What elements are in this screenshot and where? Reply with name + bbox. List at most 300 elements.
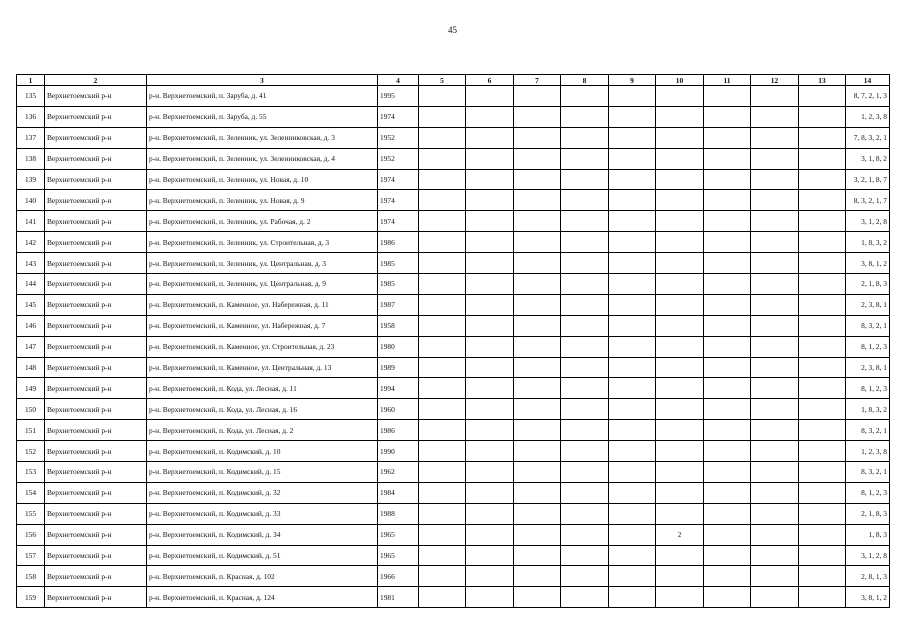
cell-district: Верхнетоемский р-н [45, 148, 147, 169]
cell-empty-col-6 [466, 148, 514, 169]
cell-empty-col-12 [751, 441, 799, 462]
table-body [17, 86, 890, 608]
table-row [17, 420, 890, 441]
table-row [17, 399, 890, 420]
cell-empty-col-13 [799, 106, 846, 127]
cell-empty-col-5 [419, 127, 466, 148]
cell-n: 143 [17, 253, 45, 274]
cell-empty-col-8 [561, 294, 609, 315]
cell-district: Верхнетоемский р-н [45, 566, 147, 587]
cell-empty-col-9 [609, 357, 656, 378]
cell-empty-col-13 [799, 253, 846, 274]
cell-empty-col-7 [514, 441, 561, 462]
cell-n: 142 [17, 232, 45, 253]
cell-address: р-н. Верхнетоемский, п. Зеленник, ул. Зеленниковская, д. 3 [147, 127, 378, 148]
cell-col14: 3, 8, 1, 2 [846, 587, 890, 608]
table-row [17, 545, 890, 566]
cell-empty-col-8 [561, 336, 609, 357]
cell-col10 [656, 587, 704, 608]
cell-col14: 8, 1, 2, 3 [846, 482, 890, 503]
cell-empty-col-5 [419, 462, 466, 483]
cell-empty-col-8 [561, 441, 609, 462]
column-header-1: 1 [17, 75, 45, 86]
cell-year: 1974 [378, 106, 419, 127]
table-row [17, 566, 890, 587]
cell-empty-col-11 [704, 253, 751, 274]
cell-empty-col-11 [704, 545, 751, 566]
cell-col14: 8, 1, 2, 3 [846, 378, 890, 399]
cell-district: Верхнетоемский р-н [45, 190, 147, 211]
cell-empty-col-11 [704, 211, 751, 232]
cell-year: 1990 [378, 441, 419, 462]
cell-empty-col-7 [514, 106, 561, 127]
cell-n: 156 [17, 524, 45, 545]
cell-col10 [656, 420, 704, 441]
table-row [17, 357, 890, 378]
cell-n: 147 [17, 336, 45, 357]
cell-n: 141 [17, 211, 45, 232]
cell-empty-col-8 [561, 211, 609, 232]
cell-year: 1974 [378, 169, 419, 190]
cell-empty-col-13 [799, 232, 846, 253]
cell-district: Верхнетоемский р-н [45, 482, 147, 503]
cell-empty-col-11 [704, 378, 751, 399]
cell-empty-col-7 [514, 420, 561, 441]
cell-empty-col-5 [419, 587, 466, 608]
cell-empty-col-9 [609, 294, 656, 315]
cell-district: Верхнетоемский р-н [45, 127, 147, 148]
cell-empty-col-13 [799, 420, 846, 441]
cell-col10 [656, 357, 704, 378]
cell-address: р-н. Верхнетоемский, п. Зеленник, ул. Центральная, д. 3 [147, 253, 378, 274]
cell-year: 1985 [378, 253, 419, 274]
cell-empty-col-12 [751, 294, 799, 315]
cell-empty-col-6 [466, 503, 514, 524]
cell-empty-col-6 [466, 106, 514, 127]
cell-address: р-н. Верхнетоемский, п. Зеленник, ул. Новая, д. 10 [147, 169, 378, 190]
cell-empty-col-8 [561, 357, 609, 378]
cell-empty-col-6 [466, 336, 514, 357]
cell-empty-col-5 [419, 503, 466, 524]
cell-col14: 8, 3, 2, 1, 7 [846, 190, 890, 211]
cell-empty-col-13 [799, 378, 846, 399]
cell-col14: 1, 2, 3, 8 [846, 441, 890, 462]
cell-empty-col-8 [561, 127, 609, 148]
cell-empty-col-7 [514, 378, 561, 399]
cell-empty-col-9 [609, 169, 656, 190]
cell-empty-col-6 [466, 399, 514, 420]
cell-empty-col-9 [609, 336, 656, 357]
cell-empty-col-7 [514, 545, 561, 566]
cell-address: р-н. Верхнетоемский, п. Красная, д. 124 [147, 587, 378, 608]
cell-empty-col-13 [799, 503, 846, 524]
cell-empty-col-9 [609, 566, 656, 587]
cell-empty-col-5 [419, 190, 466, 211]
cell-empty-col-7 [514, 336, 561, 357]
cell-empty-col-5 [419, 253, 466, 274]
cell-district: Верхнетоемский р-н [45, 378, 147, 399]
cell-empty-col-5 [419, 86, 466, 107]
cell-year: 1962 [378, 462, 419, 483]
cell-year: 1995 [378, 86, 419, 107]
cell-district: Верхнетоемский р-н [45, 524, 147, 545]
cell-empty-col-9 [609, 190, 656, 211]
cell-empty-col-6 [466, 420, 514, 441]
cell-address: р-н. Верхнетоемский, п. Заруба, д. 55 [147, 106, 378, 127]
column-header-8: 8 [561, 75, 609, 86]
cell-empty-col-13 [799, 148, 846, 169]
column-header-5: 5 [419, 75, 466, 86]
cell-empty-col-12 [751, 232, 799, 253]
cell-address: р-н. Верхнетоемский, п. Красная, д. 102 [147, 566, 378, 587]
cell-empty-col-11 [704, 357, 751, 378]
column-header-6: 6 [466, 75, 514, 86]
table-row [17, 378, 890, 399]
cell-address: р-н. Верхнетоемский, п. Каменное, ул. Центральная, д. 13 [147, 357, 378, 378]
cell-n: 150 [17, 399, 45, 420]
cell-empty-col-8 [561, 378, 609, 399]
cell-n: 149 [17, 378, 45, 399]
column-header-11: 11 [704, 75, 751, 86]
cell-year: 1985 [378, 274, 419, 295]
cell-n: 152 [17, 441, 45, 462]
cell-empty-col-7 [514, 566, 561, 587]
cell-address: р-н. Верхнетоемский, п. Зеленник, ул. Центральная, д. 9 [147, 274, 378, 295]
cell-empty-col-12 [751, 106, 799, 127]
cell-empty-col-9 [609, 127, 656, 148]
cell-empty-col-9 [609, 399, 656, 420]
cell-empty-col-8 [561, 462, 609, 483]
cell-empty-col-9 [609, 420, 656, 441]
cell-address: р-н. Верхнетоемский, п. Кодимский, д. 34 [147, 524, 378, 545]
cell-col10 [656, 315, 704, 336]
cell-empty-col-8 [561, 524, 609, 545]
cell-empty-col-13 [799, 127, 846, 148]
column-header-3: 3 [147, 75, 378, 86]
cell-empty-col-13 [799, 274, 846, 295]
cell-district: Верхнетоемский р-н [45, 357, 147, 378]
cell-col14: 2, 1, 8, 3 [846, 503, 890, 524]
cell-empty-col-7 [514, 399, 561, 420]
cell-empty-col-11 [704, 441, 751, 462]
cell-empty-col-11 [704, 190, 751, 211]
cell-n: 146 [17, 315, 45, 336]
cell-district: Верхнетоемский р-н [45, 441, 147, 462]
table-row [17, 462, 890, 483]
cell-col10 [656, 253, 704, 274]
table-row [17, 482, 890, 503]
cell-empty-col-12 [751, 545, 799, 566]
table-row [17, 232, 890, 253]
cell-empty-col-12 [751, 190, 799, 211]
cell-n: 137 [17, 127, 45, 148]
cell-empty-col-7 [514, 211, 561, 232]
cell-empty-col-8 [561, 315, 609, 336]
cell-year: 1952 [378, 127, 419, 148]
cell-empty-col-5 [419, 148, 466, 169]
cell-col10 [656, 441, 704, 462]
cell-empty-col-8 [561, 545, 609, 566]
cell-empty-col-6 [466, 127, 514, 148]
cell-district: Верхнетоемский р-н [45, 253, 147, 274]
cell-empty-col-9 [609, 253, 656, 274]
cell-empty-col-5 [419, 399, 466, 420]
cell-district: Верхнетоемский р-н [45, 232, 147, 253]
cell-empty-col-9 [609, 482, 656, 503]
cell-empty-col-8 [561, 169, 609, 190]
column-header-12: 12 [751, 75, 799, 86]
cell-empty-col-7 [514, 587, 561, 608]
cell-empty-col-11 [704, 336, 751, 357]
cell-empty-col-12 [751, 399, 799, 420]
cell-address: р-н. Верхнетоемский, п. Кодимский, д. 32 [147, 482, 378, 503]
cell-n: 140 [17, 190, 45, 211]
cell-address: р-н. Верхнетоемский, п. Зеленник, ул. Зеленниковская, д. 4 [147, 148, 378, 169]
cell-year: 1986 [378, 232, 419, 253]
cell-district: Верхнетоемский р-н [45, 211, 147, 232]
cell-empty-col-13 [799, 315, 846, 336]
cell-address: р-н. Верхнетоемский, п. Кодимский, д. 10 [147, 441, 378, 462]
cell-empty-col-6 [466, 524, 514, 545]
cell-empty-col-5 [419, 378, 466, 399]
cell-empty-col-13 [799, 336, 846, 357]
column-header-4: 4 [378, 75, 419, 86]
cell-empty-col-8 [561, 190, 609, 211]
cell-n: 159 [17, 587, 45, 608]
cell-n: 148 [17, 357, 45, 378]
cell-address: р-н. Верхнетоемский, п. Заруба, д. 41 [147, 86, 378, 107]
cell-year: 1984 [378, 482, 419, 503]
cell-col10 [656, 232, 704, 253]
cell-n: 154 [17, 482, 45, 503]
cell-empty-col-8 [561, 274, 609, 295]
cell-empty-col-8 [561, 232, 609, 253]
cell-empty-col-5 [419, 211, 466, 232]
cell-col14: 3, 8, 1, 2 [846, 253, 890, 274]
cell-col14: 1, 8, 3, 2 [846, 399, 890, 420]
table-row [17, 503, 890, 524]
cell-empty-col-13 [799, 462, 846, 483]
cell-address: р-н. Верхнетоемский, п. Зеленник, ул. Рабочая, д. 2 [147, 211, 378, 232]
cell-empty-col-11 [704, 315, 751, 336]
cell-address: р-н. Верхнетоемский, п. Зеленник, ул. Строительная, д. 3 [147, 232, 378, 253]
cell-empty-col-12 [751, 253, 799, 274]
table-row [17, 211, 890, 232]
cell-col10 [656, 169, 704, 190]
cell-district: Верхнетоемский р-н [45, 503, 147, 524]
cell-empty-col-7 [514, 274, 561, 295]
cell-empty-col-7 [514, 86, 561, 107]
cell-year: 1981 [378, 587, 419, 608]
cell-empty-col-13 [799, 524, 846, 545]
cell-empty-col-9 [609, 315, 656, 336]
cell-address: р-н. Верхнетоемский, п. Кодимский, д. 33 [147, 503, 378, 524]
table-row [17, 169, 890, 190]
cell-year: 1989 [378, 357, 419, 378]
cell-empty-col-5 [419, 336, 466, 357]
cell-empty-col-13 [799, 482, 846, 503]
cell-empty-col-11 [704, 420, 751, 441]
cell-empty-col-5 [419, 294, 466, 315]
cell-empty-col-9 [609, 106, 656, 127]
cell-col14: 1, 8, 3, 2 [846, 232, 890, 253]
cell-empty-col-9 [609, 441, 656, 462]
cell-empty-col-7 [514, 253, 561, 274]
cell-col14: 2, 3, 8, 1 [846, 294, 890, 315]
cell-col14: 1, 8, 3 [846, 524, 890, 545]
cell-empty-col-12 [751, 274, 799, 295]
cell-empty-col-13 [799, 169, 846, 190]
cell-address: р-н. Верхнетоемский, п. Кода, ул. Лесная, д. 2 [147, 420, 378, 441]
cell-empty-col-11 [704, 524, 751, 545]
cell-empty-col-6 [466, 253, 514, 274]
cell-empty-col-6 [466, 482, 514, 503]
cell-year: 1958 [378, 315, 419, 336]
cell-empty-col-5 [419, 169, 466, 190]
cell-empty-col-5 [419, 482, 466, 503]
cell-district: Верхнетоемский р-н [45, 336, 147, 357]
cell-col10 [656, 86, 704, 107]
table-row [17, 294, 890, 315]
cell-col10 [656, 106, 704, 127]
cell-empty-col-6 [466, 441, 514, 462]
cell-empty-col-8 [561, 399, 609, 420]
table-row [17, 441, 890, 462]
cell-col10 [656, 503, 704, 524]
cell-empty-col-12 [751, 378, 799, 399]
cell-address: р-н. Верхнетоемский, п. Кода, ул. Лесная, д. 11 [147, 378, 378, 399]
cell-n: 157 [17, 545, 45, 566]
cell-empty-col-6 [466, 378, 514, 399]
cell-empty-col-6 [466, 315, 514, 336]
cell-col14: 3, 1, 8, 2 [846, 148, 890, 169]
cell-col14: 2, 1, 8, 3 [846, 274, 890, 295]
table-row [17, 106, 890, 127]
table-row [17, 148, 890, 169]
cell-empty-col-6 [466, 545, 514, 566]
cell-empty-col-13 [799, 545, 846, 566]
cell-empty-col-7 [514, 294, 561, 315]
cell-district: Верхнетоемский р-н [45, 274, 147, 295]
cell-address: р-н. Верхнетоемский, п. Каменное, ул. Набережная, д. 11 [147, 294, 378, 315]
cell-empty-col-11 [704, 274, 751, 295]
cell-year: 1966 [378, 566, 419, 587]
cell-n: 135 [17, 86, 45, 107]
column-header-7: 7 [514, 75, 561, 86]
cell-empty-col-12 [751, 587, 799, 608]
cell-n: 139 [17, 169, 45, 190]
cell-col14: 2, 3, 8, 1 [846, 357, 890, 378]
cell-empty-col-13 [799, 566, 846, 587]
cell-empty-col-7 [514, 190, 561, 211]
cell-empty-col-8 [561, 503, 609, 524]
page-number: 45 [448, 25, 457, 35]
cell-district: Верхнетоемский р-н [45, 106, 147, 127]
cell-empty-col-12 [751, 169, 799, 190]
table-header-row [17, 75, 890, 86]
cell-col14: 3, 1, 2, 8 [846, 211, 890, 232]
cell-address: р-н. Верхнетоемский, п. Зеленник, ул. Новая, д. 9 [147, 190, 378, 211]
cell-year: 1965 [378, 524, 419, 545]
cell-empty-col-5 [419, 441, 466, 462]
cell-empty-col-12 [751, 566, 799, 587]
cell-empty-col-11 [704, 169, 751, 190]
cell-col14: 8, 7, 2, 1, 3 [846, 86, 890, 107]
cell-empty-col-12 [751, 315, 799, 336]
cell-col10 [656, 148, 704, 169]
cell-empty-col-11 [704, 462, 751, 483]
cell-col14: 2, 8, 1, 3 [846, 566, 890, 587]
cell-address: р-н. Верхнетоемский, п. Кодимский, д. 51 [147, 545, 378, 566]
table-row [17, 587, 890, 608]
cell-col10 [656, 190, 704, 211]
cell-empty-col-12 [751, 482, 799, 503]
cell-n: 155 [17, 503, 45, 524]
cell-empty-col-9 [609, 524, 656, 545]
cell-n: 144 [17, 274, 45, 295]
cell-empty-col-12 [751, 336, 799, 357]
cell-district: Верхнетоемский р-н [45, 462, 147, 483]
cell-district: Верхнетоемский р-н [45, 86, 147, 107]
cell-year: 1965 [378, 545, 419, 566]
cell-empty-col-13 [799, 587, 846, 608]
cell-empty-col-12 [751, 420, 799, 441]
cell-empty-col-13 [799, 441, 846, 462]
cell-empty-col-7 [514, 462, 561, 483]
cell-address: р-н. Верхнетоемский, п. Каменное, ул. Набережная, д. 7 [147, 315, 378, 336]
cell-empty-col-11 [704, 232, 751, 253]
cell-col10 [656, 566, 704, 587]
cell-col10 [656, 294, 704, 315]
cell-n: 158 [17, 566, 45, 587]
column-header-13: 13 [799, 75, 846, 86]
cell-n: 151 [17, 420, 45, 441]
cell-n: 136 [17, 106, 45, 127]
cell-empty-col-11 [704, 127, 751, 148]
table-row [17, 524, 890, 545]
cell-address: р-н. Верхнетоемский, п. Кодимский, д. 15 [147, 462, 378, 483]
cell-col14: 3, 2, 1, 8, 7 [846, 169, 890, 190]
cell-empty-col-6 [466, 232, 514, 253]
cell-empty-col-12 [751, 86, 799, 107]
cell-empty-col-6 [466, 587, 514, 608]
cell-empty-col-9 [609, 274, 656, 295]
cell-empty-col-6 [466, 190, 514, 211]
cell-empty-col-12 [751, 503, 799, 524]
cell-empty-col-13 [799, 399, 846, 420]
cell-empty-col-9 [609, 503, 656, 524]
cell-empty-col-11 [704, 294, 751, 315]
column-header-10: 10 [656, 75, 704, 86]
cell-empty-col-13 [799, 211, 846, 232]
table-row [17, 86, 890, 107]
cell-empty-col-11 [704, 503, 751, 524]
cell-empty-col-11 [704, 587, 751, 608]
cell-empty-col-5 [419, 545, 466, 566]
cell-year: 1986 [378, 420, 419, 441]
cell-empty-col-6 [466, 274, 514, 295]
cell-district: Верхнетоемский р-н [45, 587, 147, 608]
cell-empty-col-7 [514, 232, 561, 253]
cell-empty-col-11 [704, 106, 751, 127]
table-row [17, 127, 890, 148]
cell-year: 1974 [378, 190, 419, 211]
cell-empty-col-9 [609, 232, 656, 253]
cell-empty-col-9 [609, 211, 656, 232]
cell-empty-col-13 [799, 190, 846, 211]
cell-empty-col-6 [466, 357, 514, 378]
cell-col10 [656, 211, 704, 232]
